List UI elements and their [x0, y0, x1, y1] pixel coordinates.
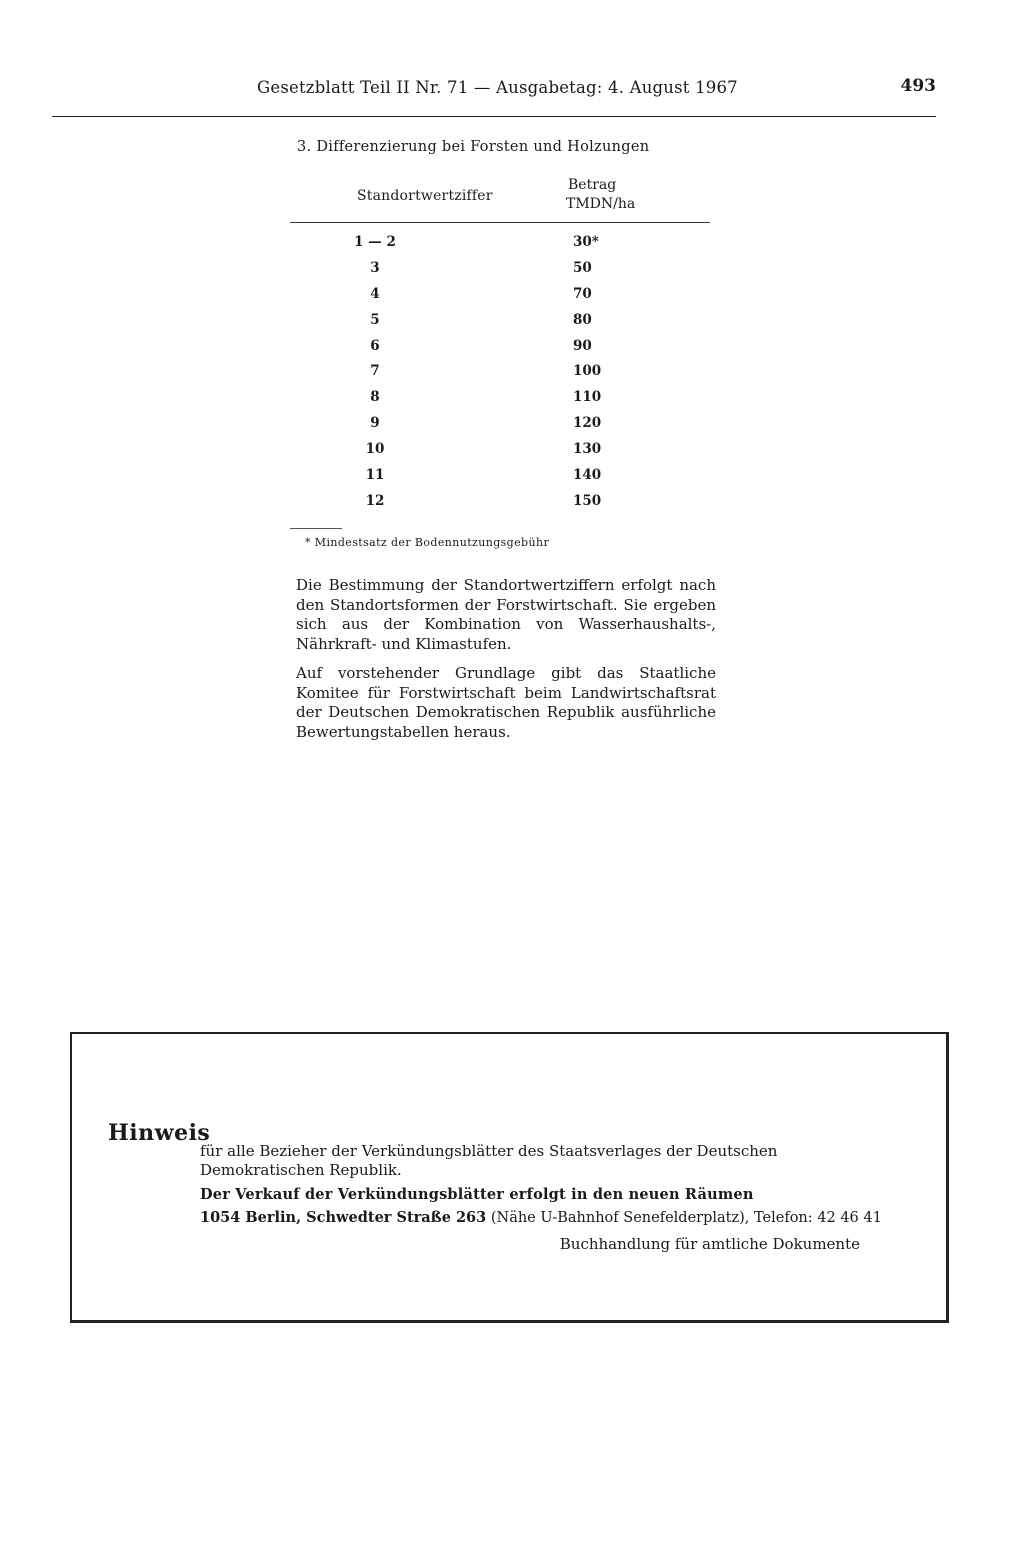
standortwertziffer-cell: 3	[370, 259, 380, 276]
section-heading: 3. Differenzierung bei Forsten und Holzungen	[297, 139, 650, 155]
betrag-cell: 50	[573, 259, 592, 276]
standortwertziffer-cell: 12	[365, 492, 385, 509]
table-row	[290, 441, 710, 467]
table-row	[290, 260, 710, 286]
standortwertziffer-cell: 10	[365, 441, 385, 458]
betrag-cell: 150	[573, 492, 602, 509]
table-row	[290, 338, 710, 364]
notice-address-street: 1054 Berlin, Schwedter Straße 263	[200, 1209, 487, 1226]
betrag-cell: 90	[573, 337, 592, 354]
table-row	[290, 234, 710, 260]
table-row	[290, 467, 710, 493]
betrag-cell: 30*	[573, 234, 599, 250]
table-row	[290, 389, 710, 415]
betrag-cell: 130	[573, 441, 602, 458]
notice-signature: Buchhandlung für amtliche Dokumente	[559, 1235, 860, 1253]
standortwertziffer-cell: 8	[370, 389, 380, 406]
page-number: 493	[900, 76, 936, 96]
table-row	[290, 312, 710, 338]
standortwertziffer-cell: 7	[370, 363, 380, 380]
table-footnote: * Mindestsatz der Bodennutzungsgebühr	[305, 536, 550, 549]
table-header-standortwertziffer: Standortwertziffer	[357, 188, 493, 204]
table-rule	[290, 222, 710, 223]
notice-title: Hinweis	[108, 1120, 211, 1146]
table-row	[290, 415, 710, 441]
betrag-cell: 70	[573, 285, 592, 302]
running-title: Gesetzblatt Teil II Nr. 71 — Ausgabetag: 4. August 1967	[257, 78, 738, 97]
body-paragraph: Die Bestimmung der Standortwertziffern erfolgt nach den Standortsformen der Forstwirtschaft. Sie ergeben sich aus der Kombination von Wasserhaushalts-, Nährkraft- und Klimastufen.	[296, 576, 716, 653]
betrag-cell: 80	[573, 311, 592, 328]
header-rule	[52, 116, 936, 117]
notice-address-details: (Nähe U-Bahnhof Senefelderplatz), Telefon: 42 46 41	[490, 1210, 882, 1226]
standortwertziffer-cell: 5	[370, 311, 380, 328]
standortwertziffer-cell: 9	[370, 415, 380, 432]
betrag-cell: 100	[573, 363, 602, 380]
table-body	[290, 234, 710, 519]
betrag-cell: 110	[573, 389, 602, 406]
betrag-cell: 120	[573, 415, 602, 432]
standortwertziffer-cell: 11	[365, 467, 385, 484]
body-paragraph: Auf vorstehender Grundlage gibt das Staatliche Komitee für Forstwirtschaft beim Landwirtschaftsrat der Deutschen Demokratischen Republik ausführliche Bewertungstabellen heraus.	[296, 664, 716, 741]
betrag-cell: 140	[573, 467, 602, 484]
notice-box	[70, 1032, 949, 1323]
table-row	[290, 363, 710, 389]
standortwertziffer-cell: 6	[370, 337, 380, 354]
notice-text: für alle Bezieher der Verkündungsblätter des Staatsverlages der Deutschen Demokratischen Republik.	[200, 1142, 778, 1179]
standortwertziffer-cell: 4	[370, 285, 380, 302]
table-header-betrag-line2: TMDN/ha	[566, 196, 636, 212]
table-header-betrag	[566, 176, 635, 214]
footnote-rule	[290, 528, 342, 529]
table-row	[290, 286, 710, 312]
table-row	[290, 493, 710, 519]
notice-sales-info: Der Verkauf der Verkündungsblätter erfolgt in den neuen Räumen	[200, 1186, 754, 1203]
page-header	[52, 74, 936, 100]
table-header-betrag-line1: Betrag	[568, 177, 617, 193]
notice-address	[200, 1209, 882, 1226]
standortwertziffer-cell: 1 — 2	[354, 234, 396, 250]
